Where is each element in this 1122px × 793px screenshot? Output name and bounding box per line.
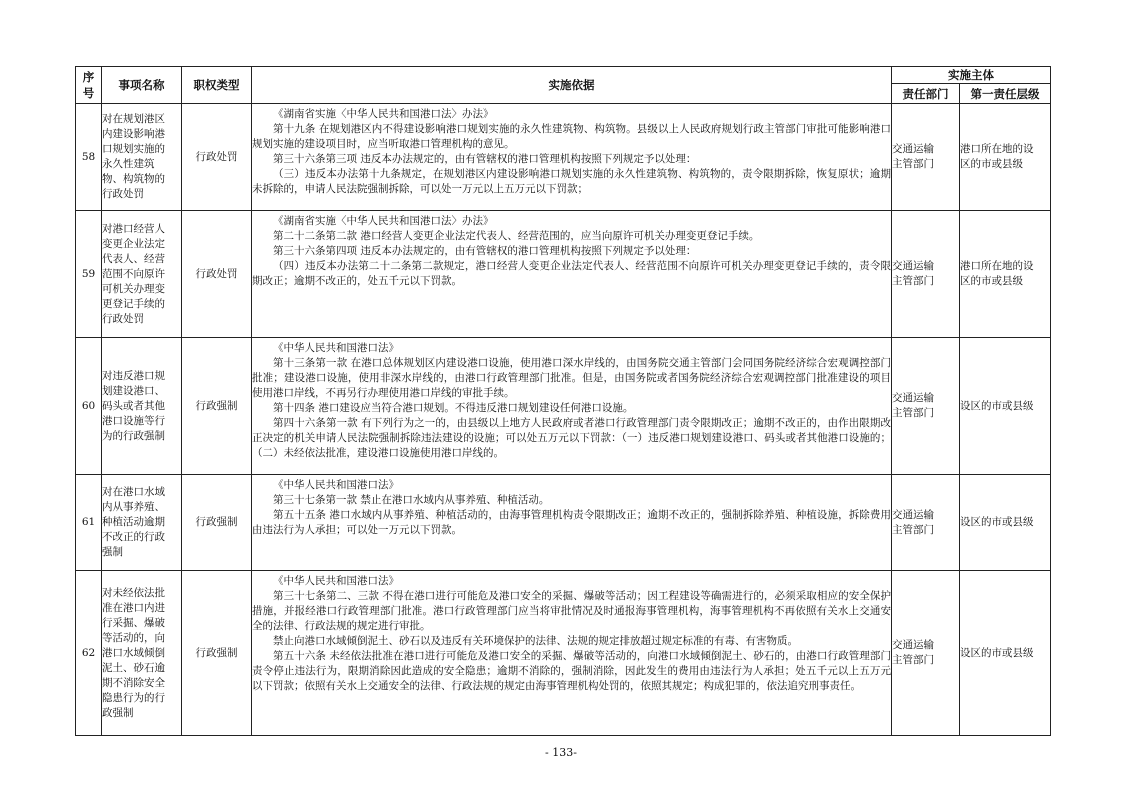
row-legal-basis <box>252 571 892 736</box>
row-item-name: 对违反港口规划建设港口、码头或者其他港口设施等行为的行政强制 <box>102 369 165 442</box>
basis-paragraph: 第三十七条第一款 禁止在港口水域内从事养殖、种植活动。 <box>273 494 550 506</box>
basis-paragraph: （四）违反本办法第二十二条第二款规定，港口经营人变更企业法定代表人、经营范围不向原许可机关办理变更登记手续的，责令限期改正；逾期不改正的，处五千元以下罚款。 <box>252 260 891 287</box>
row-responsibility-level-cell <box>960 338 1051 475</box>
row-responsible-dept-cell <box>892 338 960 475</box>
row-item-name-cell <box>102 571 182 736</box>
row-responsibility-level: 设区的市或县级 <box>960 646 1034 659</box>
row-item-name: 对在港口水域内从事养殖、种植活动逾期不改正的行政强制 <box>102 486 165 558</box>
row-legal-basis <box>252 211 892 338</box>
row-item-name: 对在规划港区内建设影响港口规划实施的永久性建筑物、构筑物的行政处罚 <box>102 113 165 200</box>
basis-paragraph: 第十三条第一款 在港口总体规划区内建设港口设施，使用港口深水岸线的，由国务院交通主管部门会同国务院经济综合宏观调控部门批准；建设港口设施，使用非深水岸线的，由港口行政管理部门批准。但是，由国务院或者国务院经济综合宏观调控部门批准建设的项目使用港口岸线，不再另行办理使用港口岸线的审批手续。 <box>252 357 891 399</box>
row-responsibility-level: 设区的市或县级 <box>960 399 1034 412</box>
row-responsible-dept: 交通运输主管部门 <box>892 508 934 536</box>
basis-paragraph: 第三十七条第二、三款 不得在港口进行可能危及港口安全的采掘、爆破等活动；因工程建设等确需进行的，必须采取相应的安全保护措施，并报经港口行政管理部门批准。港口行政管理部门应当将审批情况及时通报海事管理机构，海事管理机构不再依照有关水上交通安全的法律、行政法规的规定进行审批。 <box>252 590 891 632</box>
header-level: 第一责任层级 <box>960 84 1051 104</box>
row-responsible-dept-cell <box>892 211 960 338</box>
basis-paragraph: 第五十六条 未经依法批准在港口进行可能危及港口安全的采掘、爆破等活动的，向港口水域倾倒泥土、砂石的，由港口行政管理部门责令停止违法行为，限期消除因此造成的安全隐患；逾期不消除的，强制消除，因此发生的费用由违法行为人承担；处五千元以上五万元以下罚款；依照有关水上交通安全的法律、行政法规的规定由海事管理机构处罚的，依照其规定；构成犯罪的，依法追究刑事责任。 <box>252 650 891 692</box>
header-seq: 序号 <box>76 67 102 104</box>
row-responsible-dept-cell <box>892 104 960 211</box>
table-row <box>76 211 1051 338</box>
row-responsibility-level-cell <box>960 211 1051 338</box>
basis-paragraph: 第三十六条第三项 违反本办法规定的，由有管辖权的港口管理机构按照下列规定予以处理： <box>273 153 697 165</box>
basis-paragraph: 第十九条 在规划港区内不得建设影响港口规划实施的永久性建筑物、构筑物。县级以上人民政府规划行政主管部门审批可能影响港口规划实施的建设项目时，应当听取港口管理机构的意见。 <box>252 123 891 150</box>
row-seq: 60 <box>76 338 102 475</box>
basis-paragraph: 第五十五条 港口水域内从事养殖、种植活动的，由海事管理机构责令限期改正；逾期不改正的，强制拆除养殖、种植设施，拆除费用由违法行为人承担；可以处一万元以下罚款。 <box>252 509 891 536</box>
basis-paragraph: 第十四条 港口建设应当符合港口规划。不得违反港口规划建设任何港口设施。 <box>273 402 634 414</box>
row-item-name: 对港口经营人变更企业法定代表人、经营范围不向原许可机关办理变更登记手续的行政处罚 <box>102 222 165 325</box>
row-legal-basis <box>252 104 892 211</box>
row-authority-type: 行政强制 <box>182 338 252 475</box>
row-seq: 58 <box>76 104 102 211</box>
row-responsibility-level-cell <box>960 571 1051 736</box>
row-responsibility-level-cell <box>960 104 1051 211</box>
basis-paragraph: 《中华人民共和国港口法》 <box>273 479 399 491</box>
row-item-name: 对未经依法批准在港口内进行采掘、爆破等活动的，向港口水域倾倒泥土、砂石逾期不消除安全隐患行为的行政强制 <box>102 586 165 719</box>
table-row <box>76 571 1051 736</box>
row-responsible-dept: 交通运输主管部门 <box>892 143 934 170</box>
basis-paragraph: 《中华人民共和国港口法》 <box>273 575 399 587</box>
row-seq: 62 <box>76 571 102 736</box>
row-authority-type: 行政处罚 <box>182 211 252 338</box>
row-responsible-dept: 交通运输主管部门 <box>892 392 934 419</box>
basis-paragraph: 禁止向港口水域倾倒泥土、砂石以及违反有关环境保护的法律、法规的规定排放超过规定标准的有毒、有害物质。 <box>273 635 798 647</box>
table-header <box>76 67 1051 104</box>
table-row <box>76 338 1051 475</box>
row-item-name-cell <box>102 211 182 338</box>
header-subject: 实施主体 <box>892 67 1051 84</box>
basis-paragraph: 第四十六条第一款 有下列行为之一的，由县级以上地方人民政府或者港口行政管理部门责令限期改正；逾期不改正的，由作出限期改正决定的机关申请人民法院强制拆除违法建设的设施；可以处五万元以下罚款：（一）违反港口规划建设港口、码头或者其他港口设施的；（二）未经依法批准，建设港口设施使用港口岸线的。 <box>252 417 891 459</box>
row-responsible-dept-cell <box>892 475 960 571</box>
row-responsibility-level: 港口所在地的设区的市或县级 <box>960 260 1034 287</box>
basis-paragraph: 《中华人民共和国港口法》 <box>273 342 399 354</box>
basis-paragraph: 《湖南省实施〈中华人民共和国港口法〉办法》 <box>273 215 494 227</box>
basis-paragraph: （三）违反本办法第十九条规定，在规划港区内建设影响港口规划实施的永久性建筑物、构筑物的，责令限期拆除，恢复原状；逾期未拆除的，申请人民法院强制拆除，可以处一万元以上五万元以下罚款； <box>252 168 891 195</box>
row-legal-basis <box>252 475 892 571</box>
row-responsibility-level-cell <box>960 475 1051 571</box>
page-number: - 133- <box>545 746 577 759</box>
basis-paragraph: 第二十二条第二款 港口经营人变更企业法定代表人、经营范围的，应当向原许可机关办理变更登记手续。 <box>273 230 760 242</box>
basis-paragraph: 第三十六条第四项 违反本办法规定的，由有管辖权的港口管理机构按照下列规定予以处理： <box>273 245 697 257</box>
header-name: 事项名称 <box>102 67 182 104</box>
table-row <box>76 475 1051 571</box>
row-authority-type: 行政强制 <box>182 571 252 736</box>
table-body <box>76 104 1051 736</box>
row-responsible-dept: 交通运输主管部门 <box>892 260 934 287</box>
header-basis: 实施依据 <box>252 67 892 104</box>
header-type: 职权类型 <box>182 67 252 104</box>
row-responsibility-level: 港口所在地的设区的市或县级 <box>960 143 1034 170</box>
row-responsible-dept: 交通运输主管部门 <box>892 639 934 666</box>
row-authority-type: 行政处罚 <box>182 104 252 211</box>
row-responsibility-level: 设区的市或县级 <box>960 516 1034 528</box>
row-seq: 61 <box>76 475 102 571</box>
row-authority-type: 行政强制 <box>182 475 252 571</box>
row-responsible-dept-cell <box>892 571 960 736</box>
row-legal-basis <box>252 338 892 475</box>
row-item-name-cell <box>102 338 182 475</box>
enforcement-table <box>75 66 1051 736</box>
basis-paragraph: 《湖南省实施〈中华人民共和国港口法〉办法》 <box>273 108 494 120</box>
row-item-name-cell <box>102 475 182 571</box>
row-item-name-cell <box>102 104 182 211</box>
row-seq: 59 <box>76 211 102 338</box>
table-row <box>76 104 1051 211</box>
header-dept: 责任部门 <box>892 84 960 104</box>
